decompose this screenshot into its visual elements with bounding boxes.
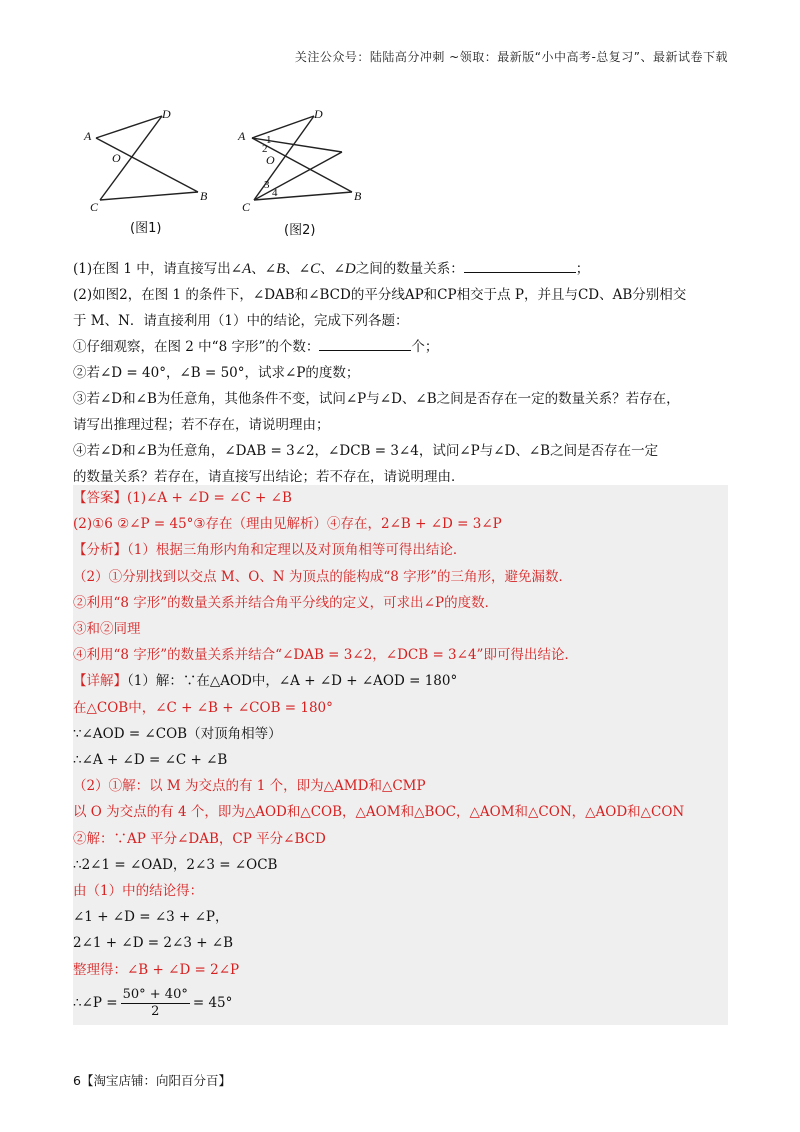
fig1-label-b: B <box>200 189 208 203</box>
question-block <box>73 256 728 490</box>
detail-line: 【详解】（1）解：∵在△AOD中，∠A + ∠D + ∠AOD = 180° <box>73 673 458 690</box>
detail-line: ∴∠A + ∠D = ∠C + ∠B <box>73 752 228 769</box>
answer-line: (2)①6 ②∠P = 45°③存在（理由见解析）④存在，2∠B + ∠D = 3∠P <box>73 516 502 533</box>
answer-line: 【答案】(1)∠A + ∠D = ∠C + ∠B <box>73 490 292 506</box>
question-2-line-2: 于 M、N．请直接利用（1）中的结论，完成下列各题： <box>73 313 409 329</box>
fig2-label-b: B <box>354 189 362 203</box>
detail-line: ∠1 + ∠D = ∠3 + ∠P， <box>73 909 229 926</box>
detail-line-fraction: ∴∠P = $\frac{50^\circ + 40^\circ}{2}$ = 45° <box>73 986 233 1019</box>
question-2b: ②若∠D = 40°，∠B = 50°，试求∠P的度数； <box>73 365 360 381</box>
detail-line: ∴2∠1 = ∠OAD，2∠3 = ∠OCB <box>73 856 278 873</box>
question-2-line-1: (2)如图2，在图 1 的条件下，∠DAB和∠BCD的平分线AP和CP相交于点 P，并且与CD、AB分别相交 <box>73 287 687 303</box>
fig2-label-c: C <box>242 200 251 214</box>
fig1-caption: (图1) <box>130 221 162 236</box>
question-1: (1)在图 1 中，请直接写出∠A、∠B、∠C、∠D之间的数量关系： ； <box>73 256 728 282</box>
detail-line: 以 O 为交点的有 4 个，即为△AOD和△COB，△AOM和△BOC，△AOM和△CON，△AOD和△CON <box>73 804 685 821</box>
fig1-label-c: C <box>90 200 99 214</box>
question-2d-line-2: 的数量关系？若存在，请直接写出结论；若不存在，请说明理由． <box>73 469 465 485</box>
fig2-angle-1: 1 <box>266 134 272 146</box>
fig2-label-d: D <box>314 107 323 121</box>
question-2c-line-2: 请写出推理过程；若不存在，请说明理由； <box>73 417 330 433</box>
question-2c-line-1: ③若∠D和∠B为任意角，其他条件不变，试问∠P与∠D、∠B之间是否存在一定的数量关系？若存在， <box>73 391 680 407</box>
geometry-figures <box>80 100 380 250</box>
detail-line: 由（1）中的结论得： <box>73 883 204 900</box>
page-footer: 6【淘宝店铺：向阳百分百】 <box>73 1073 231 1088</box>
answer-blank-1[interactable] <box>464 258 576 273</box>
analysis-line: ④利用“8 字形”的数量关系并结合“∠DAB = 3∠2，∠DCB = 3∠4”即可得出结论． <box>73 647 578 664</box>
fraction: $\frac{50^\circ + 40^\circ}{2}$ <box>122 986 188 1019</box>
detail-line: ②解：∵AP 平分∠DAB，CP 平分∠BCD <box>73 830 326 847</box>
question-2d-line-1: ④若∠D和∠B为任意角，∠DAB = 3∠2，∠DCB = 3∠4，试问∠P与∠D、∠B之间是否存在一定 <box>73 443 659 459</box>
fig2-angle-4: 4 <box>272 187 278 199</box>
fig1-label-d: D <box>162 107 171 121</box>
detail-line: （2）①解：以 M 为交点的有 1 个，即为△AMD和△CMP <box>73 778 426 795</box>
answer-section <box>73 485 728 1025</box>
fig2-label-a: A <box>238 129 246 143</box>
page-header: 关注公众号：陆陆高分冲刺 ~领取：最新版“小中高考-总复习”、最新试卷下载 <box>294 50 728 64</box>
analysis-line: 【分析】（1）根据三角形内角和定理以及对顶角相等可得出结论． <box>73 542 467 559</box>
fig1-label-a: A <box>84 129 92 143</box>
detail-line: 在△COB中，∠C + ∠B + ∠COB = 180° <box>73 699 333 716</box>
answer-blank-2[interactable] <box>319 336 411 351</box>
detail-line: ∵∠AOD = ∠COB（对顶角相等） <box>73 725 282 742</box>
fig2-label-o: O <box>266 153 275 167</box>
detail-line: 2∠1 + ∠D = 2∠3 + ∠B <box>73 935 234 952</box>
fig1-label-o: O <box>112 151 121 165</box>
question-2a: ①仔细观察，在图 2 中“8 字形”的个数： 个； <box>73 334 728 360</box>
fig2-angle-2: 2 <box>262 143 268 155</box>
analysis-line: ②利用“8 字形”的数量关系并结合角平分线的定义，可求出∠P的度数． <box>73 594 499 611</box>
fig2-caption: (图2) <box>284 223 316 238</box>
analysis-line: ③和②同理 <box>73 621 141 638</box>
detail-line: 整理得：∠B + ∠D = 2∠P <box>73 961 240 978</box>
fig2-angle-3: 3 <box>264 179 270 191</box>
analysis-line: （2）①分别找到以交点 M、O、N 为顶点的能构成“8 字形”的三角形，避免漏数． <box>73 568 573 585</box>
